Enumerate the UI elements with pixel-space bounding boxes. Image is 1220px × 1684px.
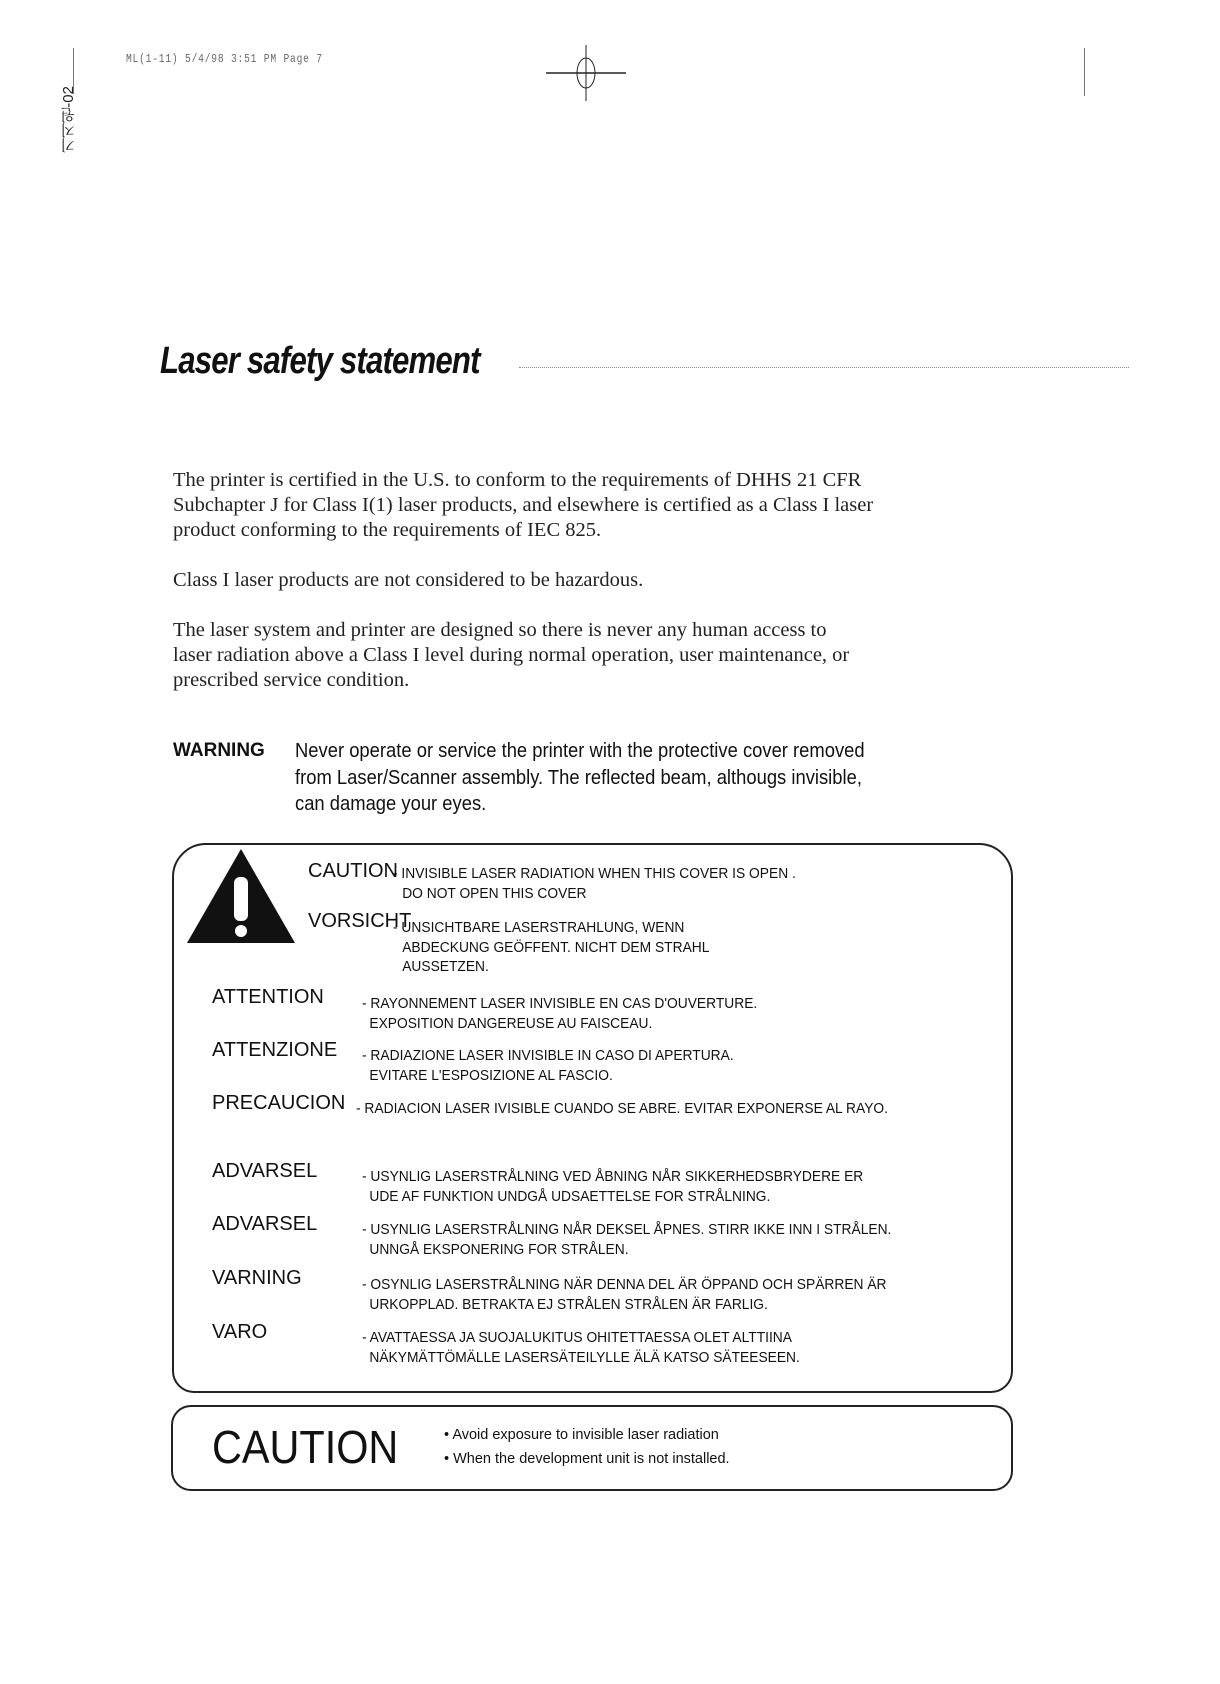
title-rule (519, 367, 1129, 368)
label-vorsicht-text (393, 918, 709, 977)
text-line: laser radiation above a Class I level during normal operation, user maintenance, or (173, 644, 850, 666)
text-line: product conforming to the requirements of IEC 825. (173, 519, 602, 541)
label-vorsicht: VORSICHT (308, 910, 412, 932)
text-line: ABDECKUNG GEÖFFENT. NICHT DEM STRAHL (402, 938, 710, 956)
print-slug: ML(1-11) 5/4/98 3:51 PM Page 7 (126, 52, 323, 66)
text-line: - AVATTAESSA JA SUOJALUKITUS OHITETTAESSA OLET ALTTIINA (362, 1329, 792, 1346)
text-line: The printer is certified in the U.S. to conform to the requirements of DHHS 21 CFR (173, 469, 862, 491)
paragraph-2 (173, 568, 643, 593)
registration-mark-icon (546, 45, 626, 105)
text-line: EXPOSITION DANGEREUSE AU FAISCEAU. (369, 1014, 653, 1032)
text-line: URKOPPLAD. BETRAKTA EJ STRÅLEN STRÅLEN ÄR FARLIG. (369, 1295, 768, 1313)
text-line: from Laser/Scanner assembly. The reflected beam, althougs invisible, (295, 766, 862, 789)
text-line: - RADIACION LASER IVISIBLE CUANDO SE ABRE. EVITAR EXPONERSE AL RAYO. (356, 1100, 888, 1117)
warning-text (295, 738, 865, 818)
text-line: The laser system and printer are designed so there is never any human access to (173, 619, 827, 641)
label-precaucion-text (356, 1099, 888, 1119)
text-line: - USYNLIG LASERSTRÅLNING VED ÅBNING NÅR SIKKERHEDSBRYDERE ER (362, 1168, 864, 1185)
label-advarsel-dk: ADVARSEL (212, 1160, 318, 1182)
bullet-text: When the development unit is not installed. (453, 1451, 730, 1467)
text-line: - RAYONNEMENT LASER INVISIBLE EN CAS D'OUVERTURE. (362, 995, 758, 1012)
text-line: UDE AF FUNKTION UNDGÅ UDSAETTELSE FOR STRÅLNING. (369, 1187, 771, 1205)
label-varning-text (362, 1275, 887, 1314)
text-line: DO NOT OPEN THIS COVER (402, 884, 587, 902)
label-varning: VARNING (212, 1267, 302, 1289)
caution-bullet: • Avoid exposure to invisible laser radiation (444, 1427, 719, 1443)
label-varo: VARO (212, 1321, 268, 1343)
text-line: Class I laser products are not considered to be hazardous. (173, 569, 644, 591)
text-line: Subchapter J for Class I(1) laser products, and elsewhere is certified as a Class I laser (173, 494, 874, 516)
text-line: - RADIAZIONE LASER INVISIBLE IN CASO DI APERTURA. (362, 1047, 734, 1064)
text-line: can damage your eyes. (295, 793, 487, 815)
label-advarsel-no: ADVARSEL (212, 1213, 318, 1235)
label-attenzione-text (362, 1046, 734, 1085)
text-line: AUSSETZEN. (402, 958, 489, 975)
bullet-text: Avoid exposure to invisible laser radiation (452, 1427, 719, 1443)
text-line: EVITARE L'ESPOSIZIONE AL FASCIO. (369, 1066, 613, 1084)
text-line: - INVISIBLE LASER RADIATION WHEN THIS COVER IS OPEN . (393, 865, 796, 882)
label-advarsel-dk-text (362, 1167, 863, 1206)
warning-triangle-icon (187, 849, 295, 943)
text-line: - UNSICHTBARE LASERSTRAHLUNG, WENN (393, 919, 685, 936)
side-mark: 기지원-02 (60, 86, 77, 153)
label-precaucion: PRECAUCION (212, 1092, 346, 1114)
caution-bullet: • When the development unit is not installed. (444, 1451, 730, 1467)
label-attention: ATTENTION (212, 986, 324, 1008)
text-line: NÄKYMÄTTÖMÄLLE LASERSÄTEILYLLE ÄLÄ KATSO SÄTEESEEN. (369, 1348, 800, 1366)
paragraph-1 (173, 468, 873, 543)
paragraph-3 (173, 618, 849, 693)
label-caution-text (393, 864, 796, 903)
text-line: prescribed service condition. (173, 669, 410, 691)
label-varo-text (362, 1328, 800, 1367)
text-line: Never operate or service the printer with the protective cover removed (295, 740, 865, 762)
label-attenzione: ATTENZIONE (212, 1039, 338, 1061)
crop-mark-right (1084, 48, 1085, 96)
page-title: Laser safety statement (160, 340, 480, 382)
text-line: - OSYNLIG LASERSTRÅLNING NÄR DENNA DEL ÄR ÖPPAND OCH SPÄRREN ÄR (362, 1276, 887, 1293)
text-line: - USYNLIG LASERSTRÅLNING NÅR DEKSEL ÅPNES. STIRR IKKE INN I STRÅLEN. (362, 1221, 892, 1238)
label-caution: CAUTION (308, 860, 398, 882)
caution-heading: CAUTION (212, 1421, 399, 1473)
text-line: UNNGÅ EKSPONERING FOR STRÅLEN. (369, 1240, 629, 1258)
warning-label: WARNING (173, 740, 265, 761)
label-advarsel-no-text (362, 1220, 891, 1259)
label-attention-text (362, 994, 757, 1033)
